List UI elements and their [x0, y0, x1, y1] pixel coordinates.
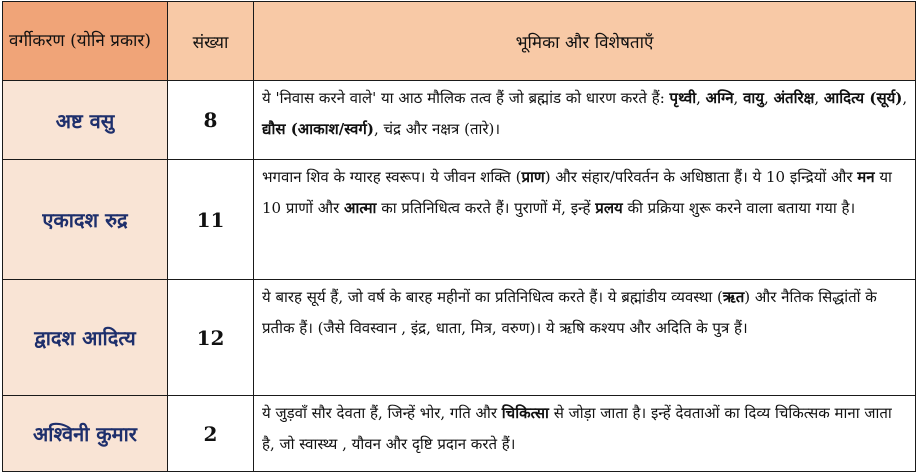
- desc-text: ) और नैतिक सिद्धांतों के प्रतीक हैं। (जैसे विवस्वान , इंद्र, धाता, मित्र, वरुण)। ये ऋषि कश्यप और अदिति के पुत्र हैं।: [262, 288, 877, 337]
- table-row: [3, 81, 916, 160]
- desc-text: ये जुड़वाँ सौर देवता हैं, जिन्हें भोर, गति और: [262, 404, 502, 422]
- desc-text: से जोड़ा जाता है। इन्हें देवताओं का दिव्य चिकित्सक माना जाता है, जो स्वास्थ्य , यौवन और दृष्टि प्रदान करते हैं।: [262, 404, 892, 453]
- table-row: [3, 280, 916, 396]
- table-row: [3, 160, 916, 280]
- desc-text: ) और संहार/परिवर्तन के अधिष्ठाता हैं। ये 10 इन्द्रियों और: [544, 168, 858, 186]
- desc-text: का प्रतिनिधित्व करते हैं। पुराणों में, इन्हें: [376, 199, 596, 217]
- desc-text: की प्रक्रिया शुरू करने वाला बताया गया है।: [622, 199, 856, 217]
- desc-text: ,: [814, 89, 824, 107]
- desc-text: भगवान शिव के ग्यारह स्वरूप। ये जीवन शक्ति (: [262, 168, 522, 186]
- highlight-term: प्रलय: [595, 199, 623, 217]
- row-description: [254, 280, 916, 396]
- desc-text: या 10 प्राणों और: [262, 168, 892, 217]
- desc-text: ,: [902, 89, 908, 107]
- highlight-term: चिकित्सा: [501, 404, 549, 422]
- row-classification: द्वादश आदित्य: [3, 280, 168, 396]
- row-classification: अश्विनी कुमार: [3, 396, 168, 472]
- row-description: [254, 81, 916, 160]
- desc-text: ,: [764, 89, 774, 107]
- highlight-term: द्यौस (आकाश/स्वर्ग): [262, 120, 374, 138]
- highlight-term: अग्नि: [705, 89, 734, 107]
- header-count: संख्या: [168, 2, 254, 81]
- highlight-term: ऋत: [722, 288, 745, 306]
- row-count: 2: [168, 396, 254, 472]
- row-classification: अष्ट वसु: [3, 81, 168, 160]
- row-count: 8: [168, 81, 254, 160]
- table-row: [3, 396, 916, 472]
- highlight-term: आत्मा: [344, 199, 377, 217]
- desc-text: ये बारह सूर्य हैं, जो वर्ष के बारह महीनों का प्रतिनिधित्व करते हैं। ये ब्रह्मांडीय व्यवस्था (: [262, 288, 723, 306]
- highlight-term: मन: [857, 168, 875, 186]
- desc-text: ,: [733, 89, 744, 107]
- highlight-term: वायु: [743, 89, 765, 107]
- deity-classification-table: [2, 1, 916, 472]
- header-classification: वर्गीकरण (योनि प्रकार): [3, 2, 168, 81]
- desc-text: ,: [696, 89, 706, 107]
- highlight-term: प्राण: [521, 168, 545, 186]
- desc-text: , चंद्र और नक्षत्र (तारे)।: [373, 120, 501, 138]
- row-classification: एकादश रुद्र: [3, 160, 168, 280]
- header-row: [3, 2, 916, 81]
- header-description: भूमिका और विशेषताएँ: [254, 2, 916, 81]
- highlight-term: अंतरिक्ष: [773, 89, 815, 107]
- row-count: 11: [168, 160, 254, 280]
- highlight-term: आदित्य (सूर्य): [823, 89, 903, 107]
- row-description: [254, 160, 916, 280]
- highlight-term: पृथ्वी: [669, 89, 697, 107]
- row-count: 12: [168, 280, 254, 396]
- row-description: [254, 396, 916, 472]
- desc-text: ये 'निवास करने वाले' या आठ मौलिक तत्व हैं जो ब्रह्मांड को धारण करते हैं:: [262, 89, 670, 107]
